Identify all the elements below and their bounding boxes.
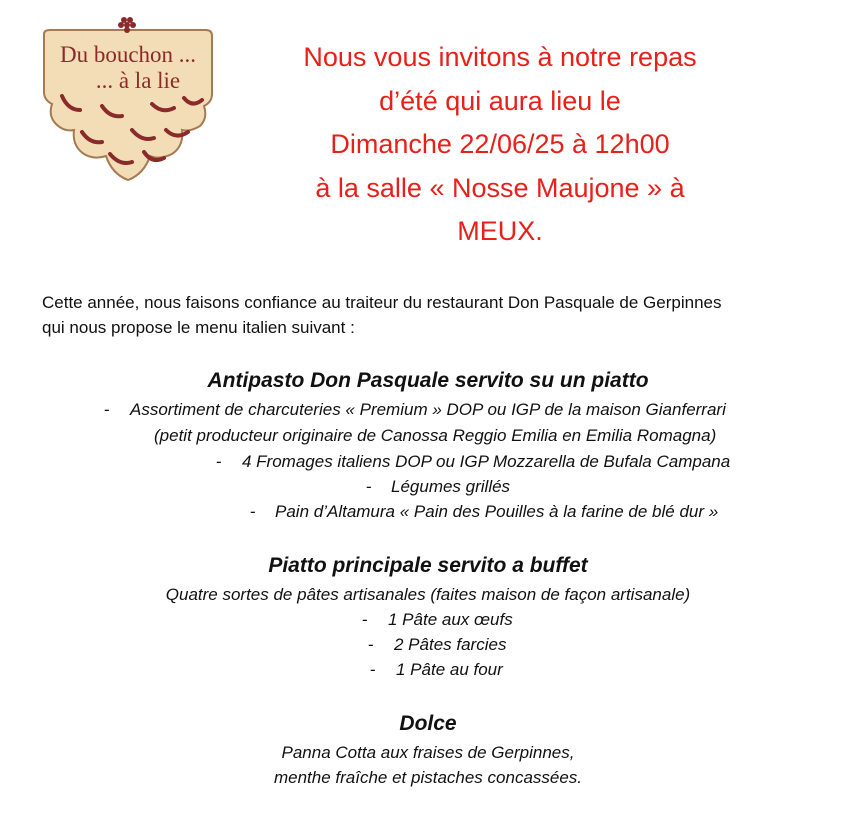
principale-item: 1 Pâte aux œufs xyxy=(388,610,513,629)
logo-line2: ... à la lie xyxy=(95,68,181,93)
intro-line: Cette année, nous faisons confiance au traiteur du restaurant Don Pasquale de Gerpinnes xyxy=(42,293,722,312)
logo-line1: Du bouchon ... xyxy=(59,42,197,67)
bullet-dash: - xyxy=(370,660,376,679)
intro-paragraph xyxy=(42,290,832,340)
antipasto-item: Assortiment de charcuteries « Premium » DOP ou IGP de la maison Gianferrari xyxy=(130,400,726,419)
antipasto-item: 4 Fromages italiens DOP ou IGP Mozzarella de Bufala Campana xyxy=(242,452,731,471)
invitation-line: Nous vous invitons à notre repas xyxy=(303,42,697,72)
dolce-line: menthe fraîche et pistaches concassées. xyxy=(273,768,583,787)
invitation-text xyxy=(255,36,745,254)
antipasto-item-note: (petit producteur originaire de Canossa Reggio Emilia en Emilia Romagna) xyxy=(154,426,717,445)
dolce-line: Panna Cotta aux fraises de Gerpinnes, xyxy=(281,743,575,762)
bullet-dash: - xyxy=(216,452,222,471)
bullet-dash: - xyxy=(366,477,372,496)
intro-line: qui nous propose le menu italien suivant : xyxy=(42,318,355,337)
invitation-line: d’été qui aura lieu le xyxy=(379,85,621,116)
bullet-dash: - xyxy=(362,610,368,629)
invitation-line: Dimanche 22/06/25 à 12h00 xyxy=(330,129,670,159)
bullet-dash: - xyxy=(250,502,256,521)
bullet-dash: - xyxy=(104,400,110,419)
antipasto-item: Pain d’Altamura « Pain des Pouilles à la farine de blé dur » xyxy=(275,502,719,521)
du-bouchon-logo xyxy=(40,14,216,186)
principale-item: 2 Pâtes farcies xyxy=(394,635,507,654)
antipasto-title: Antipasto Don Pasquale servito su un piatto xyxy=(207,369,649,392)
invitation-line: à la salle « Nosse Maujone » à xyxy=(315,172,685,203)
invitation-line: MEUX. xyxy=(457,216,543,246)
dolce-title: Dolce xyxy=(399,712,457,735)
bullet-dash: - xyxy=(368,635,374,654)
principale-title: Piatto principale servito a buffet xyxy=(268,554,588,577)
antipasto-item: Légumes grillés xyxy=(391,477,511,496)
principale-item: 1 Pâte au four xyxy=(396,660,503,679)
principale-subtitle: Quatre sortes de pâtes artisanales (faites maison de façon artisanale) xyxy=(165,585,691,604)
